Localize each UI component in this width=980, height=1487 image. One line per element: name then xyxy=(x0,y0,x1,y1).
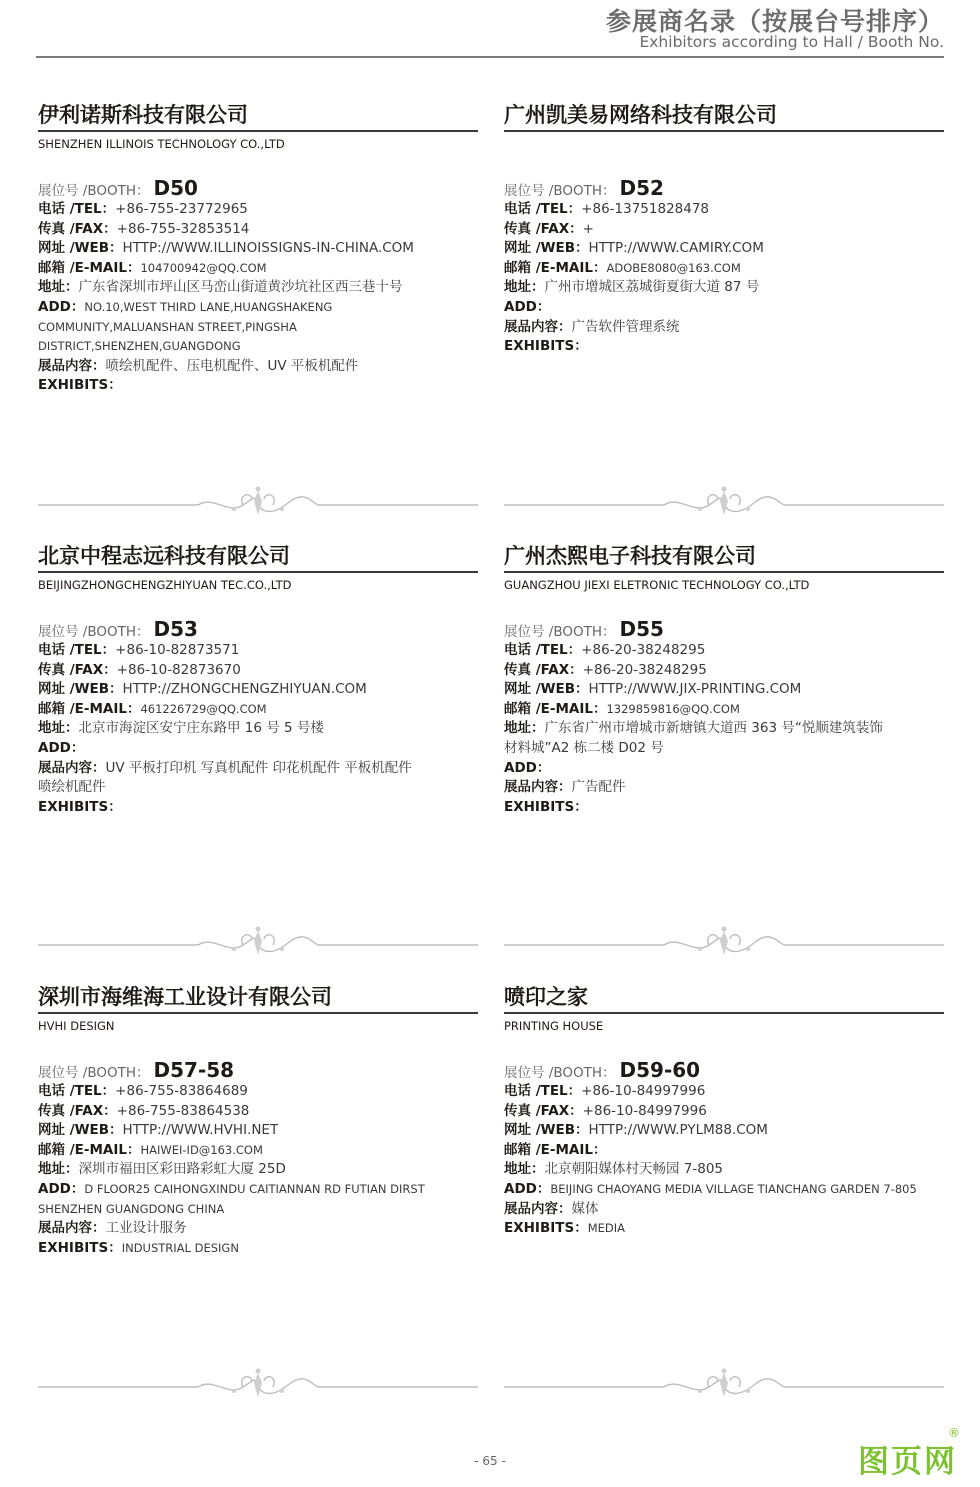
address-zh-label: 地址： xyxy=(38,1161,79,1178)
title-rule xyxy=(38,571,478,573)
exhibitor-name-zh: 深圳市海维海工业设计有限公司 xyxy=(38,985,332,1009)
address-zh-value: 广东省深圳市坪山区马峦山街道黄沙坑社区西三巷十号 xyxy=(78,279,403,296)
tel-label: 电话 /TEL： xyxy=(38,201,116,217)
web-link[interactable]: HTTP://WWW.CAMIRY.COM xyxy=(588,240,764,257)
ornament-divider xyxy=(38,925,478,965)
exhibits-en-line xyxy=(38,798,478,818)
exhibits-en-line xyxy=(38,1239,478,1259)
tel-value: +86-10-84997996 xyxy=(581,1083,706,1099)
email-link[interactable]: 461226729@QQ.COM xyxy=(140,701,267,716)
address-zh-label: 地址： xyxy=(38,279,79,296)
booth-number: D50 xyxy=(153,176,198,200)
booth-line xyxy=(504,176,944,200)
address-en-line xyxy=(38,739,478,759)
fax-value: +86-755-32853514 xyxy=(116,220,250,237)
tel-label: 电话 /TEL： xyxy=(38,642,116,658)
web-line xyxy=(504,680,944,700)
ornament-divider xyxy=(38,485,478,525)
booth-line xyxy=(38,176,478,200)
exhibits-zh-value: 广告软件管理系统 xyxy=(571,318,680,335)
address-en-label: ADD： xyxy=(504,759,551,776)
exhibits-zh-line xyxy=(504,1200,944,1220)
fax-line xyxy=(504,1102,944,1122)
tel-value: +86-755-23772965 xyxy=(115,201,248,217)
booth-line xyxy=(504,617,944,641)
booth-line xyxy=(38,1058,478,1082)
page-header-title: 参展商名录（按展台号排序） xyxy=(605,7,944,36)
address-en-label: ADD： xyxy=(504,298,551,315)
booth-number: D52 xyxy=(619,176,664,200)
ornament-divider xyxy=(504,925,944,965)
fax-label: 传真 /FAX： xyxy=(504,1102,583,1119)
tel-label: 电话 /TEL： xyxy=(504,1083,582,1099)
exhibitor-name-en: PRINTING HOUSE xyxy=(504,1019,604,1033)
address-zh-line xyxy=(504,719,944,739)
address-zh-line xyxy=(38,278,478,298)
web-label: 网址 /WEB： xyxy=(38,1122,123,1139)
exhibitor-card-d59-60 xyxy=(504,982,944,1239)
address-zh-value: 广州市增城区荔城街夏街大道 87 号 xyxy=(544,279,760,296)
logo-text: 图页网 xyxy=(858,1444,957,1480)
address-zh-value-2: 材料城”A2 栋二楼 D02 号 xyxy=(504,739,664,756)
address-en-line xyxy=(38,1180,478,1200)
fax-label: 传真 /FAX： xyxy=(38,661,117,678)
exhibitor-name-zh: 广州凯美易网络科技有限公司 xyxy=(504,103,777,127)
address-zh-label: 地址： xyxy=(38,720,79,737)
exhibits-zh-line xyxy=(38,759,478,779)
tel-line xyxy=(38,200,478,220)
page-header-subtitle: Exhibitors according to Hall / Booth No. xyxy=(639,33,944,51)
booth-label: 展位号 /BOOTH： xyxy=(38,1065,150,1081)
exhibits-en-label: EXHIBITS： xyxy=(504,798,588,815)
exhibitor-name-zh: 伊利诺斯科技有限公司 xyxy=(38,103,248,127)
exhibits-en-label: EXHIBITS： xyxy=(38,1239,122,1256)
exhibits-zh-value: 广告配件 xyxy=(571,779,626,796)
exhibits-zh-line xyxy=(38,357,478,377)
address-en-value-3: DISTRICT,SHENZHEN,GUANGDONG xyxy=(38,339,241,354)
title-rule xyxy=(504,1012,944,1014)
site-logo xyxy=(858,1426,968,1480)
exhibits-en-line xyxy=(504,1219,944,1239)
exhibitor-card-d57-58 xyxy=(38,982,478,1258)
address-zh-label: 地址： xyxy=(504,720,545,737)
ornament-divider xyxy=(504,485,944,525)
booth-number: D59-60 xyxy=(619,1058,701,1082)
booth-line xyxy=(504,1058,944,1082)
fax-line xyxy=(504,220,944,240)
email-line xyxy=(38,700,478,720)
fax-line xyxy=(38,220,478,240)
exhibits-en-line xyxy=(504,337,944,357)
exhibitor-name-en xyxy=(504,136,944,152)
email-line xyxy=(504,700,944,720)
email-label: 邮箱 /E-MAIL： xyxy=(38,259,141,276)
tel-line xyxy=(38,1082,478,1102)
address-en-label: ADD： xyxy=(38,739,85,756)
exhibitor-name-en: SHENZHEN ILLINOIS TECHNOLOGY CO.,LTD xyxy=(38,137,285,151)
tel-line xyxy=(38,641,478,661)
address-zh-line xyxy=(504,1160,944,1180)
title-rule xyxy=(38,130,478,132)
fax-line xyxy=(38,661,478,681)
fax-label: 传真 /FAX： xyxy=(38,1102,117,1119)
address-zh-line xyxy=(38,1160,478,1180)
fax-value: +86-755-83864538 xyxy=(116,1102,250,1119)
exhibitor-card-d53 xyxy=(38,541,478,817)
address-zh-value: 广东省广州市增城市新塘镇大道西 363 号“悦顺建筑装饰 xyxy=(544,720,883,737)
fax-label: 传真 /FAX： xyxy=(38,220,117,237)
exhibits-zh-label: 展品内容： xyxy=(38,357,106,374)
exhibitor-name-en: BEIJINGZHONGCHENGZHIYUAN TEC.CO.,LTD xyxy=(38,578,292,592)
page-number: - 65 - xyxy=(474,1454,506,1468)
address-zh-line xyxy=(504,278,944,298)
email-label: 邮箱 /E-MAIL： xyxy=(38,700,141,717)
tel-label: 电话 /TEL： xyxy=(38,1083,116,1099)
fax-label: 传真 /FAX： xyxy=(504,220,583,237)
email-line xyxy=(38,1141,478,1161)
email-label: 邮箱 /E-MAIL： xyxy=(504,1141,607,1158)
exhibitor-card-d50 xyxy=(38,100,478,396)
exhibits-en-value: INDUSTRIAL DESIGN xyxy=(121,1240,239,1255)
web-link[interactable]: HTTP://WWW.JIX-PRINTING.COM xyxy=(588,681,802,698)
address-en-label: ADD： xyxy=(504,1180,551,1197)
fax-line xyxy=(38,1102,478,1122)
web-line xyxy=(504,1121,944,1141)
fax-value: +86-20-38248295 xyxy=(582,661,707,678)
address-zh-value: 深圳市福田区彩田路彩虹大厦 25D xyxy=(78,1161,286,1178)
exhibits-en-label: EXHIBITS： xyxy=(504,1220,588,1237)
tel-value: +86-755-83864689 xyxy=(115,1083,248,1099)
tel-line xyxy=(504,200,944,220)
header-rule xyxy=(36,56,944,58)
booth-number: D57-58 xyxy=(153,1058,235,1082)
booth-label: 展位号 /BOOTH： xyxy=(504,1065,616,1081)
exhibitor-name-zh: 喷印之家 xyxy=(504,985,588,1009)
address-zh-line xyxy=(38,719,478,739)
email-line xyxy=(504,1141,944,1161)
title-rule xyxy=(504,130,944,132)
web-label: 网址 /WEB： xyxy=(504,240,589,257)
tel-value: +86-10-82873571 xyxy=(115,642,240,658)
title-rule xyxy=(38,1012,478,1014)
exhibits-en-label: EXHIBITS： xyxy=(38,377,122,394)
web-label: 网址 /WEB： xyxy=(38,240,123,257)
exhibits-zh-label: 展品内容： xyxy=(38,1220,106,1237)
email-label: 邮箱 /E-MAIL： xyxy=(504,259,607,276)
booth-label: 展位号 /BOOTH： xyxy=(504,183,616,199)
exhibits-en-value: MEDIA xyxy=(587,1221,626,1236)
web-label: 网址 /WEB： xyxy=(504,1122,589,1139)
registered-mark-icon: ® xyxy=(948,1426,960,1440)
address-zh-value: 北京市海淀区安宁庄东路甲 16 号 5 号楼 xyxy=(78,720,324,737)
exhibits-zh-line xyxy=(38,1219,478,1239)
email-link[interactable]: 1329859816@QQ.COM xyxy=(606,701,740,716)
tel-label: 电话 /TEL： xyxy=(504,201,582,217)
email-line xyxy=(38,259,478,279)
tel-value: +86-13751828478 xyxy=(581,201,710,217)
tel-value: +86-20-38248295 xyxy=(581,642,706,658)
web-link[interactable]: HTTP://WWW.PYLM88.COM xyxy=(588,1122,768,1139)
exhibits-en-label: EXHIBITS： xyxy=(38,798,122,815)
fax-value: +86-10-84997996 xyxy=(582,1102,707,1119)
exhibits-en-label: EXHIBITS： xyxy=(504,338,588,355)
address-en-value: NO.10,WEST THIRD LANE,HUANGSHAKENG xyxy=(84,299,333,314)
email-label: 邮箱 /E-MAIL： xyxy=(38,1141,141,1158)
email-link[interactable]: ADOBE8080@163.COM xyxy=(606,260,741,275)
booth-label: 展位号 /BOOTH： xyxy=(504,624,616,640)
booth-line xyxy=(38,617,478,641)
booth-number: D53 xyxy=(153,617,198,641)
address-zh-label: 地址： xyxy=(504,279,545,296)
tel-line xyxy=(504,1082,944,1102)
address-en-value: D FLOOR25 CAIHONGXINDU CAITIANNAN RD FUTIAN DIRST xyxy=(84,1181,425,1196)
booth-label: 展位号 /BOOTH： xyxy=(38,183,150,199)
address-en-value: BEIJING CHAOYANG MEDIA VILLAGE TIANCHANG GARDEN 7-805 xyxy=(550,1181,917,1196)
exhibits-zh-value: 喷绘机配件、压电机配件、UV 平板机配件 xyxy=(105,357,359,374)
web-line xyxy=(38,680,478,700)
tel-label: 电话 /TEL： xyxy=(504,642,582,658)
exhibits-zh-value: 媒体 xyxy=(571,1200,599,1217)
address-zh-value: 北京朝阳媒体村天畅园 7-805 xyxy=(544,1161,724,1178)
exhibits-en-line xyxy=(38,376,478,396)
web-line xyxy=(38,1121,478,1141)
fax-line xyxy=(504,661,944,681)
web-line xyxy=(38,239,478,259)
exhibits-zh-label: 展品内容： xyxy=(38,759,106,776)
title-rule xyxy=(504,571,944,573)
exhibits-zh-label: 展品内容： xyxy=(504,779,572,796)
exhibitor-name-zh: 北京中程志远科技有限公司 xyxy=(38,544,290,568)
ornament-divider xyxy=(38,1367,478,1407)
address-zh-label: 地址： xyxy=(504,1161,545,1178)
address-en-label: ADD： xyxy=(38,298,85,315)
booth-label: 展位号 /BOOTH： xyxy=(38,624,150,640)
address-en-line xyxy=(504,298,944,318)
exhibitor-name-zh: 广州杰熙电子科技有限公司 xyxy=(504,544,756,568)
address-en-line xyxy=(504,759,944,779)
email-link[interactable]: 104700942@QQ.COM xyxy=(140,260,267,275)
address-en-label: ADD： xyxy=(38,1180,85,1197)
ornament-divider xyxy=(504,1367,944,1407)
fax-value: +86-10-82873670 xyxy=(116,661,241,678)
exhibits-zh-label: 展品内容： xyxy=(504,1200,572,1217)
fax-label: 传真 /FAX： xyxy=(504,661,583,678)
address-en-line xyxy=(38,298,478,318)
exhibits-en-line xyxy=(504,798,944,818)
web-label: 网址 /WEB： xyxy=(504,681,589,698)
address-en-value-2: SHENZHEN GUANGDONG CHINA xyxy=(38,1201,225,1216)
email-line xyxy=(504,259,944,279)
booth-number: D55 xyxy=(619,617,664,641)
exhibitor-name-en: GUANGZHOU JIEXI ELETRONIC TECHNOLOGY CO.,LTD xyxy=(504,578,810,592)
address-en-value-2: COMMUNITY,MALUANSHAN STREET,PINGSHA xyxy=(38,319,297,334)
exhibits-zh-line xyxy=(504,318,944,338)
address-en-line xyxy=(504,1180,944,1200)
web-line xyxy=(504,239,944,259)
tel-line xyxy=(504,641,944,661)
web-link[interactable]: HTTP://ZHONGCHENGZHIYUAN.COM xyxy=(122,681,367,698)
exhibitor-name-en: HVHI DESIGN xyxy=(38,1019,115,1033)
exhibits-zh-line xyxy=(504,778,944,798)
exhibits-zh-value: 工业设计服务 xyxy=(105,1220,187,1237)
web-link[interactable]: HTTP://WWW.ILLINOISSIGNS-IN-CHINA.COM xyxy=(122,240,414,257)
fax-value: + xyxy=(582,220,594,237)
exhibits-zh-value: UV 平板打印机 写真机配件 印花机配件 平板机配件 xyxy=(105,759,412,776)
email-link[interactable]: HAIWEI-ID@163.COM xyxy=(140,1142,263,1157)
web-label: 网址 /WEB： xyxy=(38,681,123,698)
exhibits-zh-value-2: 喷绘机配件 xyxy=(38,779,106,796)
exhibitor-card-d55 xyxy=(504,541,944,817)
email-label: 邮箱 /E-MAIL： xyxy=(504,700,607,717)
exhibitor-card-d52 xyxy=(504,100,944,357)
web-link[interactable]: HTTP://WWW.HVHI.NET xyxy=(122,1122,279,1139)
exhibits-zh-label: 展品内容： xyxy=(504,318,572,335)
